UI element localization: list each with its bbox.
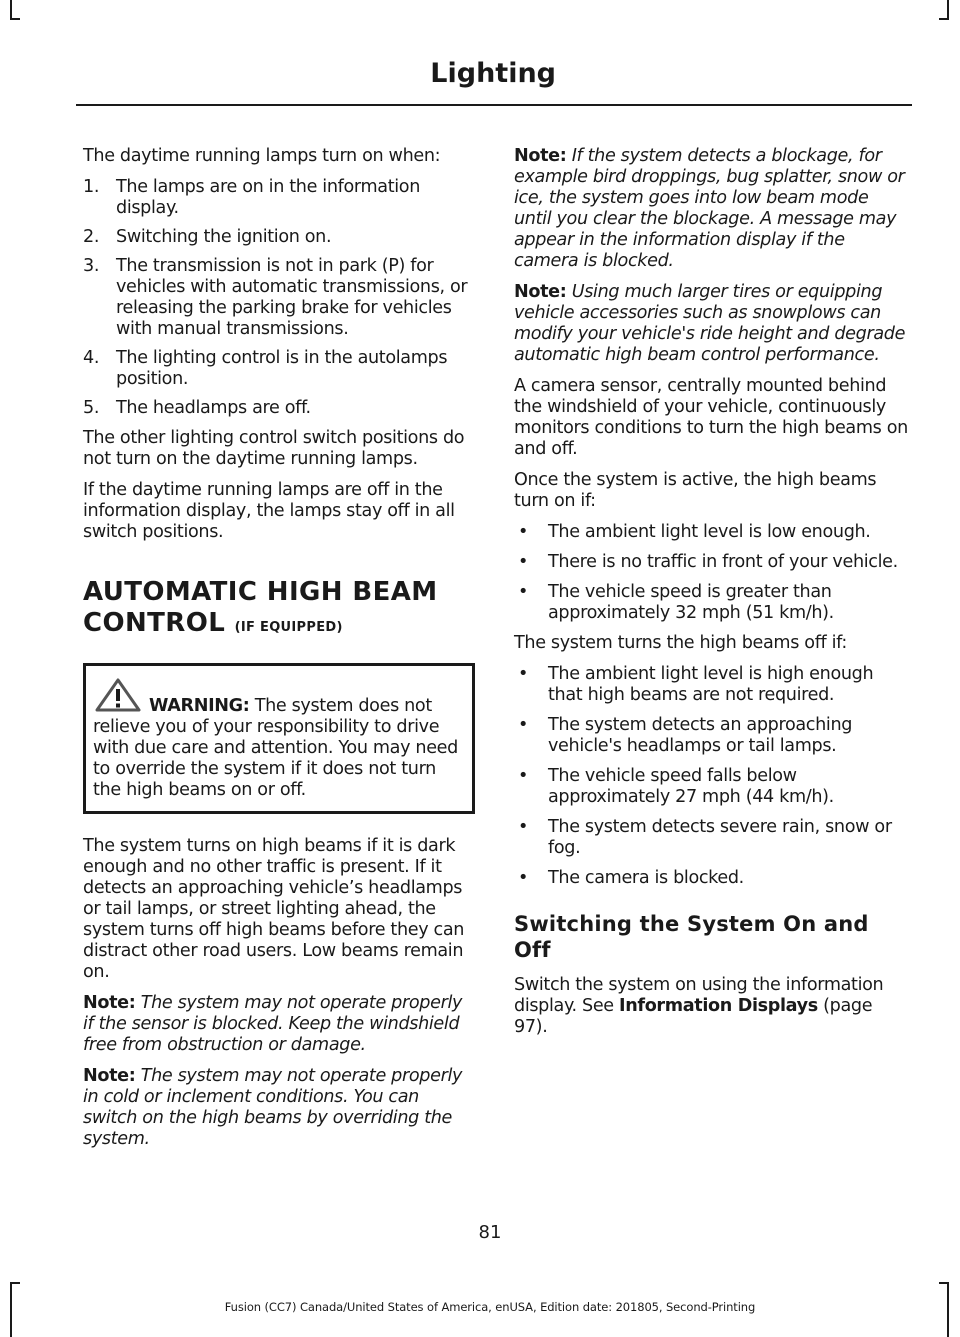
bullet: • <box>518 552 529 572</box>
other-positions-paragraph: The other lighting control switch positions do not turn on the daytime running lamps. <box>83 428 465 469</box>
note-label: Note: <box>83 1066 136 1086</box>
note <box>83 1066 475 1150</box>
list-item <box>514 582 908 624</box>
crop-mark <box>10 1282 20 1284</box>
high-beam-off-list <box>514 664 908 889</box>
list-item-text: The transmission is not in park (P) for vehicles with automatic transmissions, or releasing the parking brake for vehicles with manual transmissions. <box>116 256 468 339</box>
list-item <box>514 817 908 859</box>
off-if-paragraph: The system turns the high beams off if: <box>514 633 847 653</box>
note-label: Note: <box>514 282 567 302</box>
page-reference: (page 97). <box>514 996 873 1037</box>
list-item <box>514 664 908 706</box>
list-item <box>514 766 908 808</box>
bullet: • <box>518 868 529 888</box>
list-item <box>514 868 908 889</box>
subsection-heading: Switching the System On and Off <box>514 912 869 962</box>
crop-mark <box>939 1282 949 1284</box>
drl-conditions-list <box>83 177 475 419</box>
list-item-text: The system detects severe rain, snow or fog. <box>548 817 892 858</box>
warning-label: WARNING: <box>149 696 250 716</box>
footer-edition: Fusion (CC7) Canada/United States of America, enUSA, Edition date: 201805, Second-Printing <box>224 1300 756 1314</box>
note <box>83 993 475 1056</box>
note-text: If the system detects a blockage, for example bird droppings, bug splatter, snow or ice, the system goes into low beam mode until you clear the blockage. A message may appear in the information display if the camera is blocked. <box>514 146 905 271</box>
note-text: The system may not operate properly if the sensor is blocked. Keep the windshield free from obstruction or damage. <box>83 993 463 1055</box>
header-rule <box>76 104 912 106</box>
list-item <box>83 256 475 340</box>
right-column <box>514 146 908 1048</box>
list-item <box>83 348 475 390</box>
list-item <box>514 715 908 757</box>
list-item-text: The system detects an approaching vehicle's headlamps or tail lamps. <box>548 715 853 756</box>
warning-body: The system does not relieve you of your responsibility to drive with due care and attention. You may need to override the system if it does not turn the high beams on or off. <box>93 696 458 800</box>
section-heading <box>83 577 475 643</box>
list-number: 1. <box>83 177 100 197</box>
crop-mark <box>947 0 949 20</box>
list-item <box>514 552 908 573</box>
crop-mark <box>10 18 20 20</box>
list-item-text: The lamps are on in the information display. <box>116 177 420 218</box>
cross-reference-link[interactable]: Information Displays <box>619 996 818 1016</box>
bullet: • <box>518 766 529 786</box>
list-item-text: The headlamps are off. <box>116 398 311 418</box>
page-title: Lighting <box>430 58 556 89</box>
list-item <box>83 398 475 419</box>
switch-paragraph <box>514 975 908 1038</box>
note-text: The system may not operate properly in cold or inclement conditions. You can switch on the high beams by overriding the system. <box>83 1066 463 1149</box>
list-item-text: The ambient light level is high enough that high beams are not required. <box>548 664 874 705</box>
bullet: • <box>518 582 529 602</box>
crop-mark <box>939 18 949 20</box>
heading-line-2 <box>83 608 475 643</box>
list-item-text: The camera is blocked. <box>548 868 744 888</box>
left-column <box>83 146 475 1160</box>
list-item-text: The vehicle speed falls below approximately 27 mph (44 km/h). <box>548 766 834 807</box>
list-number: 4. <box>83 348 100 368</box>
list-item-text: There is no traffic in front of your vehicle. <box>548 552 898 572</box>
list-number: 2. <box>83 227 100 247</box>
bullet: • <box>518 817 529 837</box>
warning-box <box>83 663 475 814</box>
bullet: • <box>518 522 529 542</box>
crop-mark <box>10 0 12 20</box>
note-label: Note: <box>83 993 136 1013</box>
camera-paragraph: A camera sensor, centrally mounted behind the windshield of your vehicle, continuously monitors conditions to turn the high beams on and off. <box>514 376 908 459</box>
heading-line-1: AUTOMATIC HIGH BEAM <box>83 577 438 607</box>
list-item <box>514 522 908 543</box>
warning-text <box>93 696 466 801</box>
if-equipped-label: (IF EQUIPPED) <box>234 620 343 635</box>
intro-paragraph: The daytime running lamps turn on when: <box>83 146 441 166</box>
list-item-text: The lighting control is in the autolamps position. <box>116 348 448 389</box>
list-item <box>83 227 475 248</box>
list-number: 3. <box>83 256 100 276</box>
note <box>514 282 908 366</box>
note <box>514 146 908 272</box>
heading-text: CONTROL <box>83 608 226 638</box>
system-paragraph: The system turns on high beams if it is dark enough and no other traffic is present. If it detects an approaching vehicle’s headlamps or tail lamps, or street lighting ahead, the system turns off high beams before they can distract other road users. Low beams remain on. <box>83 836 465 982</box>
bullet: • <box>518 715 529 735</box>
on-if-paragraph: Once the system is active, the high beams turn on if: <box>514 470 877 511</box>
list-item <box>83 177 475 219</box>
list-item-text: The vehicle speed is greater than approximately 32 mph (51 km/h). <box>548 582 834 623</box>
lamps-off-paragraph: If the daytime running lamps are off in the information display, the lamps stay off in all switch positions. <box>83 480 455 542</box>
note-text: Using much larger tires or equipping vehicle accessories such as snowplows can modify your vehicle's ride height and degrade automatic high beam control performance. <box>514 282 906 365</box>
list-item-text: Switching the ignition on. <box>116 227 332 247</box>
note-label: Note: <box>514 146 567 166</box>
list-number: 5. <box>83 398 100 418</box>
warning-triangle-icon <box>95 677 141 719</box>
switch-text: Switch the system on using the information display. See <box>514 975 884 1016</box>
page-number: 81 <box>478 1222 502 1243</box>
high-beam-on-list <box>514 522 908 624</box>
bullet: • <box>518 664 529 684</box>
list-item-text: The ambient light level is low enough. <box>548 522 871 542</box>
